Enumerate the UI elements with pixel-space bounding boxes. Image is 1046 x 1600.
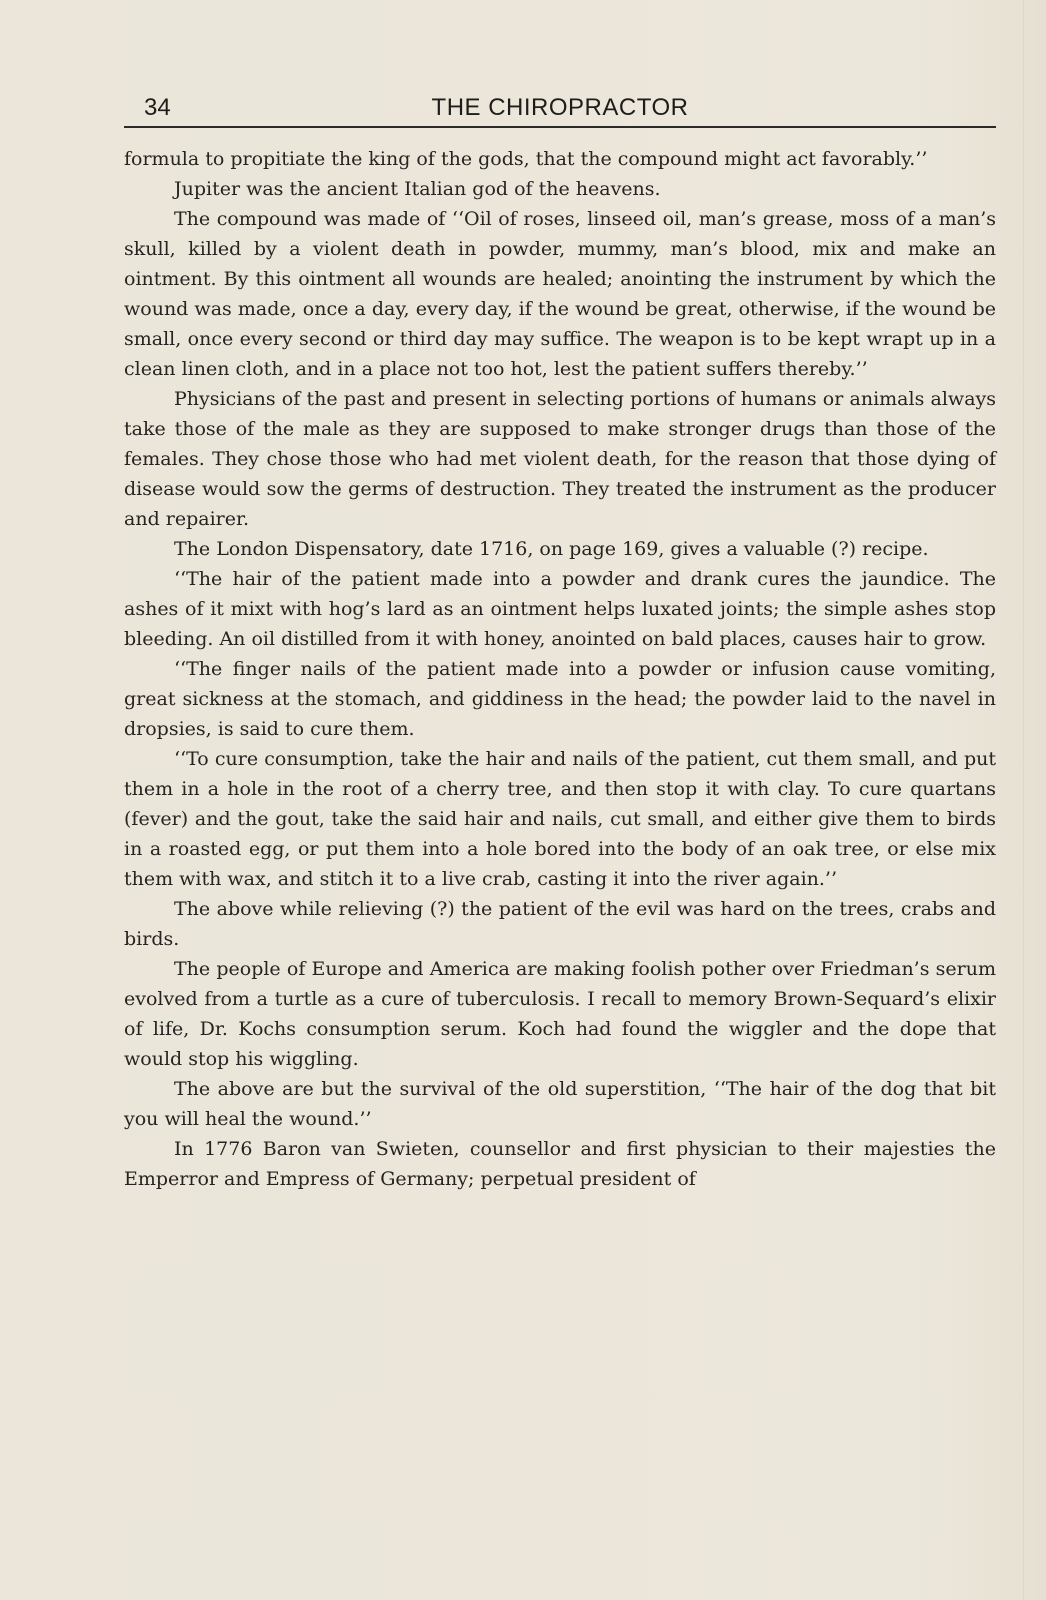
paragraph-continuation: formula to propitiate the king of the gods, that the compound might act favorably.’’ (124, 148, 928, 170)
running-head-title: THE CHIROPRACTOR (431, 94, 689, 121)
paragraph: Jupiter was the ancient Italian god of the heavens. (174, 178, 661, 200)
paragraph: The London Dispensatory, date 1716, on page 169, gives a valuable (?) recipe. (174, 538, 929, 560)
scan-edge-shadow (1023, 0, 1024, 1600)
paragraph: Physicians of the past and present in selecting portions of humans or animals always take those of the male as they are supposed to make stronger drugs than those of the females. They chose those who had met violent death, for the reason that those dying of disease would sow the germs of destruction. They treated the instrument as the producer and repairer. (124, 388, 996, 530)
paragraph: In 1776 Baron van Swieten, counsellor and first physician to their majesties the Emperror and Empress of Germany; perpetual president of (124, 1138, 996, 1190)
paragraph: The people of Europe and America are making foolish pother over Friedman’s serum evolved from a turtle as a cure of tuberculosis. I recall to memory Brown-Sequard’s elixir of life, Dr. Kochs consumption serum. Koch had found the wiggler and the dope that would stop his wiggling. (124, 958, 996, 1070)
paragraph: The above while relieving (?) the patient of the evil was hard on the trees, crabs and birds. (124, 898, 996, 950)
paragraph-quote: ‘‘The finger nails of the patient made into a powder or infusion cause vomiting, great sickness at the stomach, and giddiness in the head; the powder laid to the navel in dropsies, is said to cure them. (124, 658, 996, 740)
paragraph: The compound was made of ‘‘Oil of roses, linseed oil, man’s grease, moss of a man’s skull, killed by a violent death in powder, mummy, man’s blood, mix and make an ointment. By this ointment all wounds are healed; anointing the instrument by which the wound was made, once a day, every day, if the wound be great, otherwise, if the wound be small, once every second or third day may suffice. The weapon is to be kept wrapt up in a clean linen cloth, and in a place not too hot, lest the patient suffers thereby.’’ (124, 208, 996, 380)
paragraph: The above are but the survival of the old superstition, ‘‘The hair of the dog that bit you will heal the wound.’’ (124, 1078, 996, 1130)
page-number: 34 (144, 94, 171, 121)
paragraph-quote: ‘‘The hair of the patient made into a powder and drank cures the jaundice. The ashes of it mixt with hog’s lard as an ointment helps luxated joints; the simple ashes stop bleeding. An oil distilled from it with honey, anointed on bald places, causes hair to grow. (124, 568, 996, 650)
paragraph-quote: ‘‘To cure consumption, take the hair and nails of the patient, cut them small, and put them in a hole in the root of a cherry tree, and then stop it with clay. To cure quartans (fever) and the gout, take the said hair and nails, cut small, and either give them to birds in a roasted egg, or put them into a hole bored into the body of an oak tree, or else mix them with wax, and stitch it to a live crab, casting it into the river again.’’ (124, 748, 996, 890)
page-header (124, 92, 996, 128)
page-body (124, 144, 996, 1194)
